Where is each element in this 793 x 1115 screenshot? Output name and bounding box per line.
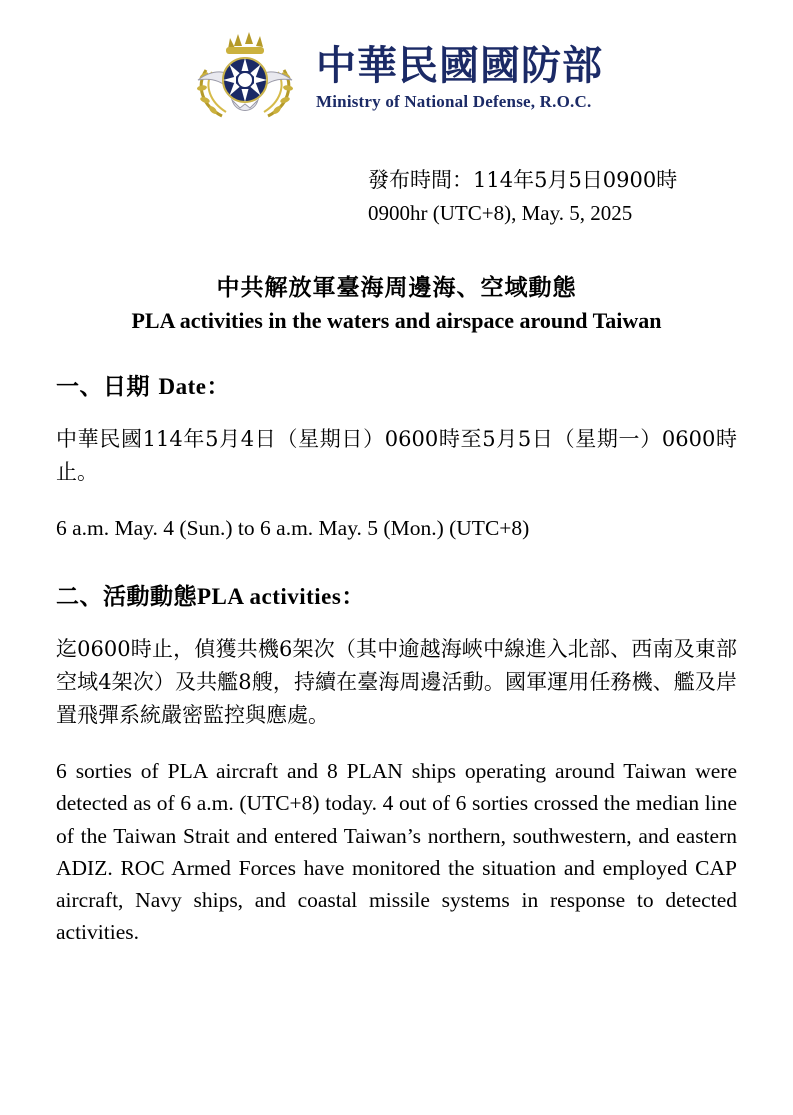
section-heading-activities-colon: ： [341, 583, 365, 611]
ministry-name-lockup [316, 42, 603, 112]
release-time-block [56, 164, 737, 229]
ministry-name-cn: 中華民國國防部 [316, 42, 603, 90]
section-heading-date-colon: ： [206, 373, 230, 401]
section-heading-activities-en: PLA activities [197, 584, 342, 610]
section-heading-activities [56, 578, 737, 611]
document-title-cn: 中共解放軍臺海周邊海、空域動態 [216, 274, 577, 302]
release-time-en: 0900hr (UTC+8), May. 5, 2025 [368, 200, 633, 225]
section-heading-date-en: Date [158, 374, 207, 400]
document-title [56, 269, 737, 334]
section-heading-activities-cn: 二、活動動態 [56, 583, 197, 611]
release-time-cn: 發布時間：114年5月5日0900時 [368, 168, 678, 192]
date-body-en: 6 a.m. May. 4 (Sun.) to 6 a.m. May. 5 (Mon.) (UTC+8) [56, 516, 530, 541]
activities-body-cn: 迄0600時止，偵獲共機6架次（其中逾越海峽中線進入北部、西南及東部空域4架次）及共艦8艘，持續在臺海周邊活動。國軍運用任務機、艦及岸置飛彈系統嚴密監控與應處。 [56, 637, 737, 727]
section-heading-date [56, 368, 737, 401]
activities-body-en: 6 sorties of PLA aircraft and 8 PLAN ships operating around Taiwan were detected as of 6 a.m. (UTC+8) today. 4 out of 6 sorties crossed the median line of the Taiwan Strait and entered Taiwan’s northern, southwestern, and eastern ADIZ. ROC Armed Forces have monitored the situation and employed CAP aircraft, Navy ships, and coastal missile systems in response to detected activities. [56, 759, 737, 945]
national-emblem-icon [190, 30, 300, 126]
section-heading-date-cn: 一、日期 [56, 373, 159, 401]
date-body-cn: 中華民國114年5月4日（星期日）0600時至5月5日（星期一）0600時止。 [56, 427, 737, 484]
document-title-en: PLA activities in the waters and airspace around Taiwan [131, 308, 662, 334]
letterhead [56, 0, 737, 126]
ministry-name-en: Ministry of National Defense, R.O.C. [316, 92, 592, 112]
